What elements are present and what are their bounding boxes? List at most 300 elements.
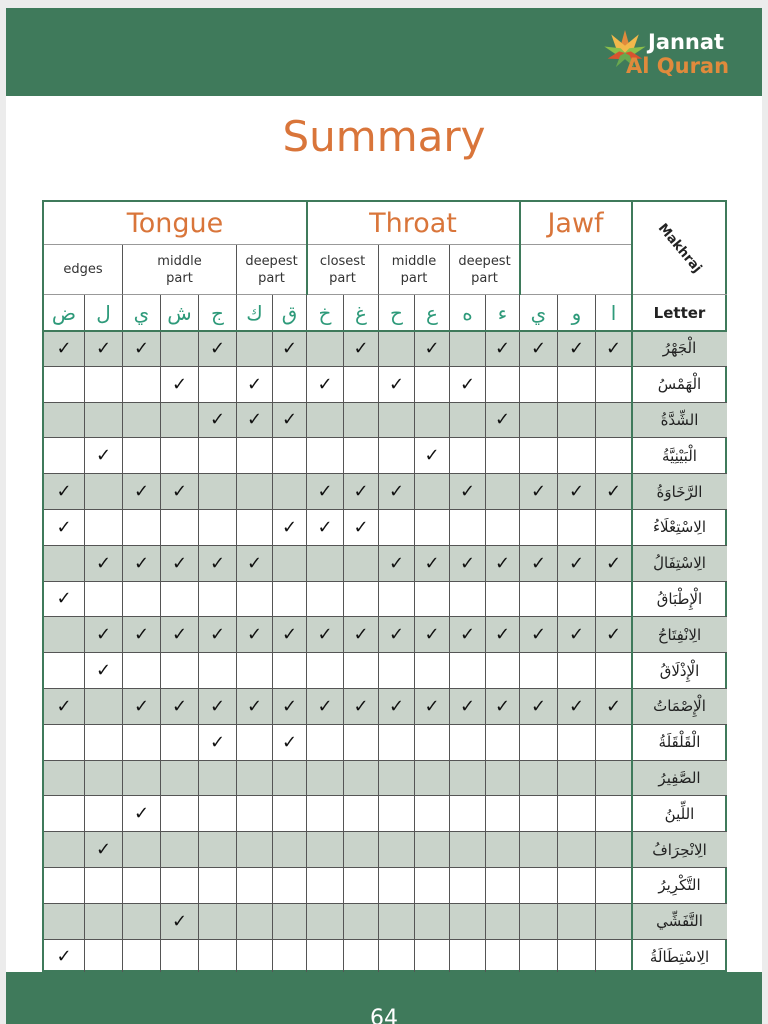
checkmark-icon: ✓ [56, 481, 72, 503]
check-cell [415, 331, 450, 367]
arabic-letter: ل [96, 300, 111, 325]
check-cell [44, 331, 85, 367]
check-cell [344, 761, 379, 797]
check-cell [123, 761, 161, 797]
checkmark-icon: ✓ [209, 731, 226, 753]
check-cell [415, 438, 450, 474]
check-cell [450, 796, 486, 832]
arabic-letter: ه [462, 300, 473, 325]
region-label: Throat [369, 207, 457, 239]
checkmark-icon: ✓ [605, 695, 622, 717]
check-cell [486, 582, 520, 618]
check-cell [199, 546, 237, 582]
check-cell [123, 367, 161, 403]
check-cell [520, 510, 558, 546]
check-cell [415, 725, 450, 761]
check-cell [450, 940, 486, 976]
check-cell [344, 546, 379, 582]
check-cell [85, 546, 123, 582]
checkmark-icon: ✓ [209, 337, 226, 359]
checkmark-icon: ✓ [353, 624, 369, 646]
check-cell [558, 940, 596, 976]
checkmark-icon: ✓ [281, 516, 298, 538]
check-cell [379, 940, 415, 976]
check-cell [123, 438, 161, 474]
check-cell [486, 725, 520, 761]
check-cell [379, 367, 415, 403]
check-cell [415, 689, 450, 725]
subregion-header [450, 245, 520, 295]
check-cell [344, 510, 379, 546]
check-cell [273, 331, 307, 367]
check-cell [85, 331, 123, 367]
check-cell [123, 582, 161, 618]
page-title: Summary [282, 112, 486, 161]
check-cell [237, 868, 273, 904]
check-cell [161, 617, 199, 653]
check-cell [379, 617, 415, 653]
checkmark-icon: ✓ [317, 481, 333, 503]
check-cell [344, 725, 379, 761]
checkmark-icon: ✓ [95, 552, 112, 574]
check-cell [486, 546, 520, 582]
checkmark-icon: ✓ [56, 695, 72, 717]
check-cell [379, 438, 415, 474]
letter-cell [237, 295, 273, 331]
check-cell [273, 940, 307, 976]
check-cell [415, 940, 450, 976]
check-cell [379, 582, 415, 618]
checkmark-icon: ✓ [530, 552, 547, 574]
logo [600, 22, 740, 82]
subregion-header [307, 245, 379, 295]
check-cell [596, 832, 632, 868]
check-cell [44, 474, 85, 510]
check-cell [85, 582, 123, 618]
check-cell [161, 761, 199, 797]
check-cell [307, 367, 344, 403]
attribute-name [632, 438, 727, 474]
check-cell [85, 403, 123, 439]
checkmark-icon: ✓ [388, 552, 405, 574]
check-cell [237, 438, 273, 474]
check-cell [486, 689, 520, 725]
checkmark-icon: ✓ [494, 409, 511, 431]
check-cell [85, 904, 123, 940]
check-cell [415, 832, 450, 868]
check-cell [85, 617, 123, 653]
check-cell [520, 331, 558, 367]
check-cell [558, 904, 596, 940]
check-cell [44, 403, 85, 439]
check-cell [379, 474, 415, 510]
check-cell [44, 546, 85, 582]
attribute-name [632, 331, 727, 367]
checkmark-icon: ✓ [133, 624, 150, 646]
check-cell [520, 868, 558, 904]
check-cell [520, 761, 558, 797]
checkmark-icon: ✓ [459, 624, 476, 646]
check-cell [161, 796, 199, 832]
checkmark-icon: ✓ [388, 695, 405, 717]
checkmark-icon: ✓ [605, 481, 622, 503]
check-cell [273, 653, 307, 689]
checkmark-icon: ✓ [171, 910, 188, 932]
check-cell [199, 725, 237, 761]
letter-cell [450, 295, 486, 331]
check-cell [44, 653, 85, 689]
check-cell [307, 796, 344, 832]
check-cell [307, 474, 344, 510]
attribute-name [632, 403, 727, 439]
checkmark-icon: ✓ [281, 409, 298, 431]
check-cell [123, 617, 161, 653]
check-cell [237, 403, 273, 439]
check-cell [307, 438, 344, 474]
checkmark-icon: ✓ [494, 695, 511, 717]
checkmark-icon: ✓ [246, 409, 263, 431]
check-cell [123, 940, 161, 976]
check-cell [199, 940, 237, 976]
checkmark-icon: ✓ [281, 731, 298, 753]
check-cell [273, 617, 307, 653]
check-cell [450, 474, 486, 510]
attribute-name [632, 796, 727, 832]
attribute-label: الِاسْتِفَالُ [653, 554, 706, 573]
checkmark-icon: ✓ [95, 337, 112, 359]
check-cell [273, 796, 307, 832]
check-cell [44, 868, 85, 904]
check-cell [123, 796, 161, 832]
check-cell [344, 331, 379, 367]
arabic-letter: ق [281, 300, 298, 325]
check-cell [307, 653, 344, 689]
check-cell [379, 510, 415, 546]
check-cell [558, 689, 596, 725]
arabic-letter: ي [530, 300, 547, 325]
check-cell [237, 510, 273, 546]
checkmark-icon: ✓ [568, 695, 585, 717]
attribute-name [632, 904, 727, 940]
checkmark-icon: ✓ [605, 552, 622, 574]
check-cell [273, 438, 307, 474]
arabic-letter: ي [133, 300, 150, 325]
checkmark-icon: ✓ [133, 337, 150, 359]
check-cell [450, 868, 486, 904]
check-cell [596, 868, 632, 904]
check-cell [486, 940, 520, 976]
check-cell [307, 940, 344, 976]
checkmark-icon: ✓ [209, 552, 226, 574]
check-cell [558, 510, 596, 546]
check-cell [520, 617, 558, 653]
check-cell [161, 904, 199, 940]
check-cell [450, 725, 486, 761]
checkmark-icon: ✓ [281, 337, 298, 359]
arabic-letter: و [571, 300, 582, 325]
check-cell [237, 474, 273, 510]
check-cell [237, 689, 273, 725]
letter-cell [307, 295, 344, 331]
checkmark-icon: ✓ [530, 695, 547, 717]
checkmark-icon: ✓ [424, 445, 440, 467]
checkmark-icon: ✓ [171, 481, 188, 503]
check-cell [85, 653, 123, 689]
checkmark-icon: ✓ [171, 552, 188, 574]
check-cell [44, 904, 85, 940]
arabic-letter: ا [610, 300, 617, 325]
attribute-label: الِانْحِرَافُ [652, 840, 707, 859]
check-cell [486, 904, 520, 940]
check-cell [237, 367, 273, 403]
check-cell [44, 582, 85, 618]
attribute-label: التَّكْرِيرُ [658, 876, 701, 895]
check-cell [44, 367, 85, 403]
checkmark-icon: ✓ [317, 695, 333, 717]
check-cell [450, 510, 486, 546]
check-cell [596, 725, 632, 761]
check-cell [450, 331, 486, 367]
check-cell [450, 761, 486, 797]
arabic-letter: ع [426, 300, 438, 325]
checkmark-icon: ✓ [530, 481, 547, 503]
checkmark-icon: ✓ [281, 695, 298, 717]
check-cell [596, 331, 632, 367]
page-number: 64 [370, 1006, 398, 1024]
check-cell [520, 403, 558, 439]
check-cell [44, 940, 85, 976]
check-cell [199, 438, 237, 474]
check-cell [450, 546, 486, 582]
checkmark-icon: ✓ [133, 481, 150, 503]
check-cell [123, 725, 161, 761]
check-cell [520, 653, 558, 689]
check-cell [273, 689, 307, 725]
check-cell [558, 725, 596, 761]
check-cell [161, 367, 199, 403]
subregion-label: middle part [157, 253, 202, 286]
check-cell [273, 761, 307, 797]
check-cell [379, 725, 415, 761]
attribute-name [632, 617, 727, 653]
check-cell [558, 617, 596, 653]
letter-cell [379, 295, 415, 331]
check-cell [558, 582, 596, 618]
attribute-name [632, 367, 727, 403]
attribute-label: الْإِصْمَاتُ [653, 697, 706, 716]
check-cell [520, 832, 558, 868]
check-cell [237, 725, 273, 761]
check-cell [44, 438, 85, 474]
check-cell [596, 546, 632, 582]
check-cell [344, 796, 379, 832]
check-cell [344, 940, 379, 976]
subregion-label: middle part [391, 253, 437, 286]
check-cell [486, 474, 520, 510]
checkmark-icon: ✓ [353, 516, 369, 538]
check-cell [199, 367, 237, 403]
letter-cell [123, 295, 161, 331]
arabic-letter: غ [355, 300, 367, 325]
check-cell [44, 689, 85, 725]
check-cell [486, 510, 520, 546]
makhraj-summary-table [42, 200, 727, 972]
check-cell [237, 617, 273, 653]
subregion-header [520, 245, 632, 295]
check-cell [199, 474, 237, 510]
check-cell [123, 689, 161, 725]
checkmark-icon: ✓ [56, 516, 72, 538]
check-cell [307, 331, 344, 367]
letter-cell [199, 295, 237, 331]
checkmark-icon: ✓ [95, 624, 112, 646]
check-cell [596, 582, 632, 618]
check-cell [123, 546, 161, 582]
checkmark-icon: ✓ [459, 481, 476, 503]
checkmark-icon: ✓ [171, 373, 188, 395]
arabic-letter: ج [211, 300, 224, 325]
arabic-letter: ض [51, 300, 77, 325]
divider-throat-jawf [519, 202, 521, 295]
makhraj-header [632, 202, 727, 295]
letter-cell [44, 295, 85, 331]
attribute-label: الرَّخَاوَةُ [656, 482, 703, 501]
check-cell [307, 617, 344, 653]
check-cell [85, 940, 123, 976]
check-cell [415, 403, 450, 439]
check-cell [44, 617, 85, 653]
attribute-name [632, 510, 727, 546]
check-cell [85, 725, 123, 761]
check-cell [199, 617, 237, 653]
check-cell [85, 868, 123, 904]
checkmark-icon: ✓ [353, 337, 369, 359]
checkmark-icon: ✓ [317, 624, 333, 646]
checkmark-icon: ✓ [246, 695, 263, 717]
check-cell [123, 510, 161, 546]
check-cell [199, 761, 237, 797]
check-cell [307, 510, 344, 546]
check-cell [344, 403, 379, 439]
check-cell [450, 438, 486, 474]
checkmark-icon: ✓ [353, 695, 369, 717]
check-cell [415, 904, 450, 940]
check-cell [85, 761, 123, 797]
check-cell [520, 725, 558, 761]
letter-cell [486, 295, 520, 331]
check-cell [596, 761, 632, 797]
check-cell [520, 904, 558, 940]
checkmark-icon: ✓ [209, 695, 226, 717]
check-cell [44, 832, 85, 868]
check-cell [85, 796, 123, 832]
check-cell [123, 403, 161, 439]
check-cell [520, 546, 558, 582]
checkmark-icon: ✓ [95, 445, 112, 467]
check-cell [199, 904, 237, 940]
check-cell [344, 617, 379, 653]
check-cell [237, 653, 273, 689]
check-cell [415, 868, 450, 904]
check-cell [199, 582, 237, 618]
attribute-name [632, 653, 727, 689]
check-cell [237, 582, 273, 618]
letter-cell [558, 295, 596, 331]
check-cell [379, 761, 415, 797]
check-cell [486, 403, 520, 439]
check-cell [596, 689, 632, 725]
check-cell [486, 868, 520, 904]
check-cell [558, 403, 596, 439]
checkmark-icon: ✓ [133, 552, 150, 574]
checkmark-icon: ✓ [494, 552, 511, 574]
check-cell [596, 510, 632, 546]
checkmark-icon: ✓ [494, 624, 511, 646]
check-cell [415, 367, 450, 403]
check-cell [307, 832, 344, 868]
check-cell [85, 510, 123, 546]
check-cell [199, 331, 237, 367]
check-cell [520, 438, 558, 474]
checkmark-icon: ✓ [209, 409, 226, 431]
check-cell [486, 832, 520, 868]
check-cell [237, 940, 273, 976]
check-cell [273, 403, 307, 439]
letter-cell [273, 295, 307, 331]
check-cell [486, 796, 520, 832]
checkmark-icon: ✓ [530, 624, 547, 646]
checkmark-icon: ✓ [95, 660, 112, 682]
check-cell [344, 904, 379, 940]
check-cell [273, 367, 307, 403]
check-cell [273, 474, 307, 510]
divider-letter-row [44, 330, 727, 332]
check-cell [44, 761, 85, 797]
check-cell [44, 725, 85, 761]
check-cell [415, 510, 450, 546]
check-cell [596, 796, 632, 832]
check-cell [123, 832, 161, 868]
check-cell [486, 331, 520, 367]
attribute-label: التَّفَشِّي [656, 912, 703, 931]
attribute-name [632, 832, 727, 868]
letter-cell [85, 295, 123, 331]
check-cell [379, 331, 415, 367]
check-cell [558, 832, 596, 868]
check-cell [237, 904, 273, 940]
attribute-name [632, 725, 727, 761]
check-cell [85, 474, 123, 510]
attribute-label: الْهَمْسُ [657, 375, 702, 394]
check-cell [273, 725, 307, 761]
worksheet-page [6, 8, 762, 1024]
checkmark-icon: ✓ [424, 624, 440, 646]
letter-cell [596, 295, 632, 331]
check-cell [415, 582, 450, 618]
check-cell [85, 367, 123, 403]
check-cell [486, 367, 520, 403]
check-cell [415, 761, 450, 797]
check-cell [307, 546, 344, 582]
check-cell [558, 653, 596, 689]
checkmark-icon: ✓ [133, 803, 150, 825]
attribute-name [632, 761, 727, 797]
check-cell [596, 367, 632, 403]
checkmark-icon: ✓ [568, 624, 585, 646]
check-cell [558, 546, 596, 582]
checkmark-icon: ✓ [388, 481, 405, 503]
check-cell [161, 510, 199, 546]
